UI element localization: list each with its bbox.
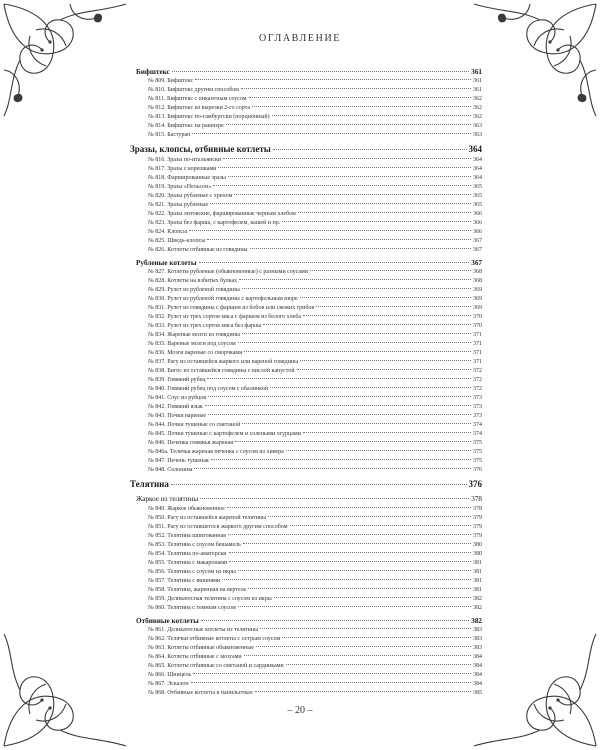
toc-entry-page: 374 [473,431,482,438]
dot-leader [205,405,471,406]
dot-leader [249,97,471,98]
toc-entry-title: № 838. Бигос из оставшейся говядины с кислой капустой [148,368,295,375]
toc-entry-page: 380 [473,541,482,548]
dot-leader [238,570,471,571]
toc-entry-title: № 831. Рулет из говядины с фаршем из бобов или свежих грибов [148,305,315,312]
toc-entry-page: 362 [473,114,482,121]
dot-leader [229,552,472,553]
dot-leader [310,270,471,271]
toc-entry-title: № 830. Рулет из рубленой говядины с картофельным пюре [148,296,298,303]
toc-entry [130,349,482,358]
toc-entry-title: № 865. Котлеты отбивные со сметаной и сардинками [148,662,284,669]
toc-entry-page: 371 [473,341,482,348]
toc-subsection [130,494,482,504]
dot-leader [242,333,471,334]
toc-entry-title: № 849. Жаркое обыкновенное [148,505,225,512]
dot-leader [223,158,471,159]
table-of-contents [130,67,482,698]
dot-leader [303,315,471,316]
toc-entry-page: 381 [473,586,482,593]
toc-entry-page: 382 [473,604,482,611]
toc-entry-title: Бифштекс [136,68,170,76]
toc-entry [130,131,482,140]
toc-entry [130,505,482,514]
corner-ornament-bottom-left [0,630,130,750]
toc-entry [130,201,482,210]
dot-leader [270,387,471,388]
dot-leader [243,543,471,544]
toc-entry-page: 365 [473,193,482,200]
toc-entry-page: 369 [473,296,482,303]
toc-entry-page: 371 [473,332,482,339]
toc-entry-title: № 828. Котлеты на взбитых булках [148,278,238,285]
dot-leader [273,149,467,150]
toc-entry [130,367,482,376]
toc-entry-page: 361 [471,68,482,76]
toc-entry [130,671,482,680]
toc-entry-title: № 827. Котлеты рубленые (обыкновенные) с разными соусами [148,269,309,276]
dot-leader [228,534,471,535]
dot-leader [229,561,471,562]
toc-entry-page: 379 [473,532,482,539]
toc-entry-page: 385 [473,689,482,696]
toc-entry [130,421,482,430]
toc-entry-page: 364 [473,166,482,173]
dot-leader [316,306,471,307]
dot-leader [286,664,471,665]
toc-entry [130,77,482,86]
toc-entry-title: Отбивные котлеты [136,616,199,625]
toc-entry-page: 384 [473,680,482,687]
toc-entry [130,286,482,295]
toc-entry [130,559,482,568]
toc-entry-page: 364 [473,157,482,164]
toc-entry-title: № 833. Рулет из трех сортов мяса без фарша [148,323,262,330]
toc-entry-page: 381 [473,577,482,584]
toc-entry-title: Рубленые котлеты [136,259,197,268]
toc-entry-page: 380 [473,550,482,557]
dot-leader [282,221,471,222]
corner-ornament-top-right [470,0,600,120]
flourish-icon [0,630,130,750]
toc-entry [130,514,482,523]
toc-entry-page: 383 [473,644,482,651]
dot-leader [298,212,471,213]
toc-entry-title: № 824. Клопсы [148,229,188,236]
toc-entry-page: 369 [473,305,482,312]
toc-entry-page: 370 [473,323,482,330]
toc-entry-title: № 847. Печень тушеная [148,458,209,465]
toc-entry-title: № 861. Деликатесные котлеты из телятины [148,626,259,633]
toc-entry-page: 365 [473,202,482,209]
toc-entry-page: 384 [473,653,482,660]
toc-entry-title: № 813. Бифштекс по-гамбургски (порционный) [148,114,270,121]
toc-entry-title: № 812. Бифштекс из вырезки 2-го сорта [148,105,251,112]
toc-entry-title: № 857. Телятина с вишнями [148,577,221,584]
toc-entry [130,586,482,595]
page-number: – 20 – [287,705,313,716]
toc-entry-page: 378 [473,505,482,512]
toc-entry-title: № 860. Телятина с темным соусом [148,604,236,611]
dot-leader [172,71,469,72]
toc-entry [130,156,482,165]
toc-entry-title: № 850. Рагу из оставшейся жареной телятины [148,514,267,521]
dot-leader [286,450,471,451]
toc-entry-title: № 862. Телячьи отбивные котлеты с острым соусом [148,635,281,642]
toc-entry-title: № 825. Шведь-клопсы [148,238,206,245]
toc-entry-page: 368 [473,278,482,285]
toc-entry-page: 362 [473,96,482,103]
toc-entry-title: № 864. Котлеты отбивные с мозгами [148,653,242,660]
toc-entry [130,122,482,131]
toc-entry-page: 381 [473,559,482,566]
dot-leader [290,525,471,526]
toc-entry-title: № 823. Зразы без фарша, с картофелем, кашей и пр. [148,220,281,227]
toc-entry-page: 367 [471,259,482,268]
toc-entry-page: 368 [473,269,482,276]
toc-entry [130,689,482,698]
toc-entry-title: № 844. Почки тушеные со сметаной [148,422,241,429]
toc-entry-page: 366 [473,211,482,218]
toc-entry-title: № 820. Зразы рубленые с хреном [148,193,233,200]
toc-entry-title: № 816. Зразы по-итальянски [148,157,222,164]
dot-leader [207,239,471,240]
dot-leader [200,498,469,499]
toc-entry-page: 373 [473,413,482,420]
dot-leader [218,167,471,168]
toc-entry-page: 366 [473,229,482,236]
toc-entry-page: 362 [473,105,482,112]
toc-entry [130,304,482,313]
dot-leader [282,637,471,638]
dot-leader [194,468,471,469]
toc-entry-title: № 859. Деликатесная телятина с соусом из икры [148,595,272,602]
dot-leader [238,342,471,343]
toc-entry-page: 375 [473,458,482,465]
dot-leader [297,369,471,370]
toc-entry [130,523,482,532]
toc-entry-page: 383 [473,635,482,642]
toc-entry-title: № 866. Шницель [148,671,192,678]
toc-entry [130,165,482,174]
dot-leader [260,628,471,629]
toc-entry-page: 366 [473,220,482,227]
toc-entry [130,541,482,550]
toc-entry [130,313,482,322]
toc-entry-title: № 858. Телятина, жаренная на вертеле [148,586,247,593]
toc-entry-title: № 853. Телятина с соусом бешамель [148,541,241,548]
toc-entry-page: 382 [473,595,482,602]
toc-entry [130,268,482,277]
toc-entry-page: 373 [473,404,482,411]
toc-entry-title: № 829. Рулет из рубленой говядины [148,287,240,294]
toc-entry [130,86,482,95]
toc-entry [130,331,482,340]
dot-leader [199,262,470,263]
toc-entry-page: 365 [473,184,482,191]
dot-leader [227,507,471,508]
toc-entry [130,635,482,644]
toc-entry-page: 382 [471,616,482,625]
toc-entry [130,237,482,246]
toc-entry-title: № 843. Почки вареные [148,413,207,420]
toc-entry-title: № 835. Вареные мозги под соусом [148,341,236,348]
toc-entry [130,376,482,385]
toc-entry-page: 384 [473,671,482,678]
toc-entry-title: № 852. Телятина шпигованная [148,532,226,539]
dot-leader [208,396,471,397]
toc-entry-title: № 839. Говяжий рубец [148,377,206,384]
toc-entry [130,403,482,412]
dot-leader [238,606,471,607]
toc-entry [130,322,482,331]
toc-entry-page: 378 [471,495,482,504]
toc-entry [130,680,482,689]
dot-leader [211,459,471,460]
dot-leader [228,176,471,177]
toc-entry-page: 367 [473,247,482,254]
toc-entry [130,430,482,439]
toc-entry [130,192,482,201]
toc-entry [130,385,482,394]
toc-subsection [130,258,482,268]
toc-entry-page: 383 [473,626,482,633]
toc-section [130,143,482,156]
toc-entry-page: 374 [473,422,482,429]
toc-entry [130,577,482,586]
toc-entry-title: № 822. Зразы литовские, фаршированные черным хлебом [148,211,296,218]
toc-entry-title: Телятина [130,479,169,490]
dot-leader [222,579,471,580]
toc-entry-page: 363 [473,123,482,130]
toc-entry-page: 371 [473,359,482,366]
toc-entry-title: № 837. Рагу из оставшейся жаркого или вареной говядины [148,359,299,366]
toc-entry-title: № 841. Соус из рубцов [148,395,207,402]
toc-entry [130,644,482,653]
toc-entry [130,340,482,349]
toc-entry-page: 372 [473,386,482,393]
dot-leader [191,682,471,683]
toc-entry [130,183,482,192]
dot-leader [201,620,469,621]
toc-entry [130,550,482,559]
toc-entry-page: 361 [473,87,482,94]
toc-entry-title: № 856. Телятина с соусом из икры [148,568,236,575]
dot-leader [235,441,471,442]
toc-entry [130,113,482,122]
toc-entry-page: 361 [473,78,482,85]
toc-entry-title: № 842. Говяжий язык [148,404,203,411]
toc-entry-page: 379 [473,514,482,521]
toc-entry-page: 370 [473,314,482,321]
toc-entry [130,604,482,613]
toc-subsection [130,67,482,77]
corner-ornament-bottom-right [470,630,600,750]
toc-entry [130,295,482,304]
dot-leader [234,194,471,195]
toc-entry [130,358,482,367]
toc-entry [130,210,482,219]
toc-entry-title: № 840. Говяжий рубец под соусом с обалинкой [148,386,268,393]
dot-leader [193,673,471,674]
dot-leader [256,646,471,647]
dot-leader [252,106,471,107]
toc-entry [130,662,482,671]
toc-entry-title: № 868. Отбивные котлеты в папильотках [148,689,253,696]
toc-entry-title: № 819. Зразы «Нельсон» [148,184,212,191]
toc-entry [130,595,482,604]
toc-entry-title: № 815. Бастурап [148,132,191,139]
toc-section [130,478,482,491]
dot-leader [213,185,471,186]
toc-entry-title: № 821. Зразы рубленые [148,202,209,209]
toc-entry-title: № 855. Телятина с макаронами [148,559,228,566]
toc-entry [130,448,482,457]
toc-entry-title: № 834. Жареные мозги из говядины [148,332,240,339]
toc-entry [130,277,482,286]
toc-entry-page: 375 [473,440,482,447]
dot-leader [250,248,471,249]
toc-entry-title: № 826. Котлеты отбивные из говядины [148,247,248,254]
dot-leader [244,351,471,352]
dot-leader [192,133,471,134]
toc-entry-page: 371 [473,350,482,357]
dot-leader [300,297,471,298]
toc-entry-page: 379 [473,523,482,530]
toc-entry-title: № 832. Рулет из трех сортов мяса с фаршем из белого хлеба [148,314,302,321]
dot-leader [244,655,471,656]
dot-leader [189,230,471,231]
toc-entry-page: 369 [473,287,482,294]
dot-leader [242,423,471,424]
dot-leader [226,124,471,125]
dot-leader [241,88,471,89]
dot-leader [210,203,471,204]
toc-entry [130,568,482,577]
toc-entry-page: 376 [468,479,482,490]
toc-entry [130,95,482,104]
toc-entry-page: 367 [473,238,482,245]
dot-leader [208,414,471,415]
toc-entry-page: 372 [473,377,482,384]
dot-leader [171,484,467,485]
toc-entry-page: 375 [473,449,482,456]
toc-entry-page: 373 [473,395,482,402]
toc-entry-title: № 814. Бифштекс на рашпере [148,123,224,130]
toc-entry-page: 364 [473,175,482,182]
flourish-icon [470,630,600,750]
toc-entry-title: № 867. Эскалоп [148,680,189,687]
toc-entry [130,412,482,421]
toc-entry [130,466,482,475]
toc-entry [130,174,482,183]
toc-entry [130,532,482,541]
toc-entry-title: № 854. Телятина по-аматерски [148,550,227,557]
toc-entry [130,104,482,113]
toc-entry-title: № 848. Солонина [148,467,193,474]
toc-entry [130,626,482,635]
running-header: ОГЛАВЛЕНИЕ [259,33,341,44]
toc-entry-title: № 863. Котлеты отбивные обыкновенные [148,644,254,651]
corner-ornament-top-left [0,0,130,120]
dot-leader [272,115,471,116]
toc-entry-page: 381 [473,568,482,575]
toc-entry [130,228,482,237]
toc-entry-title: № 846а. Телячья жареная печенка с соусом из хивера [148,449,284,456]
toc-entry-page: 363 [473,132,482,139]
dot-leader [207,378,471,379]
toc-entry-page: 372 [473,368,482,375]
toc-entry [130,219,482,228]
toc-entry-title: № 818. Фаршированные зразы [148,175,226,182]
toc-entry-title: № 809. Бифштекс [148,78,194,85]
toc-entry [130,246,482,255]
dot-leader [248,588,471,589]
toc-entry [130,394,482,403]
toc-entry-title: № 846. Печенка говяжья жареная [148,440,234,447]
dot-leader [268,516,471,517]
toc-entry [130,457,482,466]
dot-leader [242,288,471,289]
toc-entry-page: 364 [468,144,482,155]
toc-subsection [130,616,482,626]
flourish-icon [470,0,600,120]
toc-entry-title: № 845. Почки тушеные с картофелем и солеными огурцами [148,431,301,438]
toc-entry-title: № 817. Зразы с корешками [148,166,217,173]
dot-leader [263,324,471,325]
toc-entry-title: № 836. Мозги вареные со сморчками [148,350,243,357]
toc-entry-page: 376 [473,467,482,474]
toc-entry-title: № 851. Рагу из оставшегося жаркого другим способом [148,523,288,530]
toc-entry-page: 384 [473,662,482,669]
dot-leader [255,691,471,692]
dot-leader [300,360,471,361]
dot-leader [274,597,471,598]
flourish-icon [0,0,130,120]
toc-entry-title: № 810. Бифштекс другим способом [148,87,239,94]
toc-entry-title: № 811. Бифштекс с пикантным соусом [148,96,247,103]
dot-leader [303,432,471,433]
dot-leader [239,279,471,280]
toc-entry [130,653,482,662]
toc-entry [130,439,482,448]
dot-leader [195,79,471,80]
toc-entry-title: Жаркое из телятины [136,495,199,504]
toc-entry-title: Зразы, клопсы, отбивные котлеты [130,144,271,155]
